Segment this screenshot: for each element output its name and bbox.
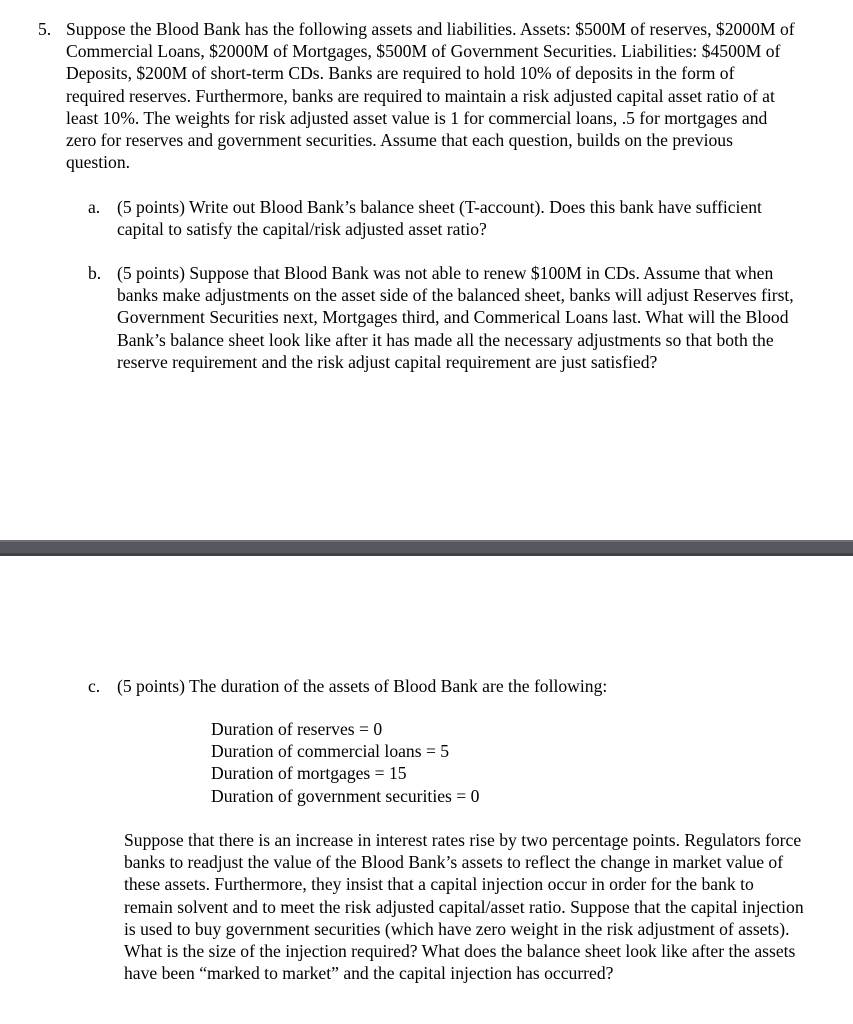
question-number: 5.	[38, 19, 52, 39]
part-a-label: a.	[88, 197, 101, 217]
duration-list	[211, 718, 479, 807]
duration-government-securities: Duration of government securities = 0	[211, 785, 480, 806]
part-c-label: c.	[88, 676, 101, 696]
part-c-text: (5 points) The duration of the assets of Blood Bank are the following:	[117, 676, 608, 696]
part-b-label: b.	[88, 263, 102, 283]
duration-reserves: Duration of reserves = 0	[211, 719, 383, 739]
duration-mortgages: Duration of mortgages = 15	[211, 763, 407, 784]
page-separator	[0, 540, 853, 556]
part-a-text: (5 points) Write out Blood Bank’s balance sheet (T-account). Does this bank have sufficient capital to satisfy the capital/risk adjusted asset ratio?	[117, 197, 762, 240]
part-b-text: (5 points) Suppose that Blood Bank was not able to renew $100M in CDs. Assume that when banks make adjustments on the asset side of the balanced sheet, banks will adjust Reserves first, Government Securities next, Mortgages third, and Commerical Loans last. What will the Blood Bank’s balance sheet look like after it has made all the necessary adjustments so that both the reserve requirement and the risk adjust capital requirement are just satisfied?	[117, 263, 794, 372]
part-c-paragraph: Suppose that there is an increase in interest rates rise by two percentage points. Regulators force banks to readjust the value of the Blood Bank’s assets to reflect the change in market value of these assets. Furthermore, they insist that a capital injection occur in order for the bank to remain solvent and to meet the risk adjusted capital/asset ratio. Suppose that the capital injection is used to buy government securities (which have zero weight in the risk adjustment of assets). What is the size of the injection required? What does the balance sheet look like after the assets have been “marked to market” and the capital injection has occurred?	[124, 830, 804, 984]
question-intro: Suppose the Blood Bank has the following assets and liabilities. Assets: $500M of reserves, $2000M of Commercial Loans, $2000M of Mortgages, $500M of Government Securities. Liabilities: $4500M of Deposits, $200M of short-term CDs. Banks are required to hold 10% of deposits in the form of required reserves. Furthermore, banks are required to maintain a risk adjusted capital asset ratio of at least 10%. The weights for risk adjusted asset value is 1 for commercial loans, .5 for mortgages and zero for reserves and government securities. Assume that each question, builds on the previous question.	[66, 19, 795, 173]
duration-commercial-loans: Duration of commercial loans = 5	[211, 741, 450, 762]
